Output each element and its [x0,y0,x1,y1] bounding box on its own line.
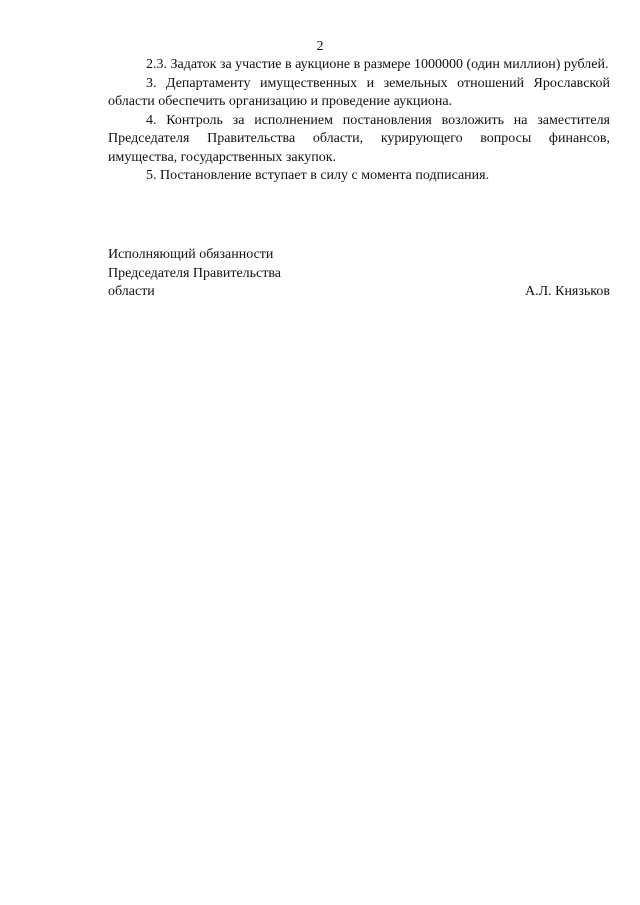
page-number: 2 [316,39,324,54]
signature-title-line-1: Исполняющий обязанности [108,247,274,262]
paragraph-effective-date: 5. Постановление вступает в силу с момента подписания. [146,168,490,183]
paragraph-department-organize: 3. Департаменту имущественных и земельных отношений Ярославской области обеспечить организацию и проведение аукциона. [108,75,610,109]
signature-title-line-3: области [108,284,155,299]
signature-title-line-2: Председателя Правительства [108,265,282,281]
signatory-name: А.Л. Князьков [525,284,610,299]
paragraph-deposit: 2.3. Задаток за участие в аукционе в размере 1000000 (один миллион) рублей. [146,57,609,72]
document-body [108,56,610,186]
paragraph-control: 4. Контроль за исполнением постановления возложить на заместителя Председателя Правительства области, курирующего вопросы финансов, имущества, государственных закупок. [108,112,610,165]
signature-block [108,246,610,302]
signature-final-row [108,283,610,302]
